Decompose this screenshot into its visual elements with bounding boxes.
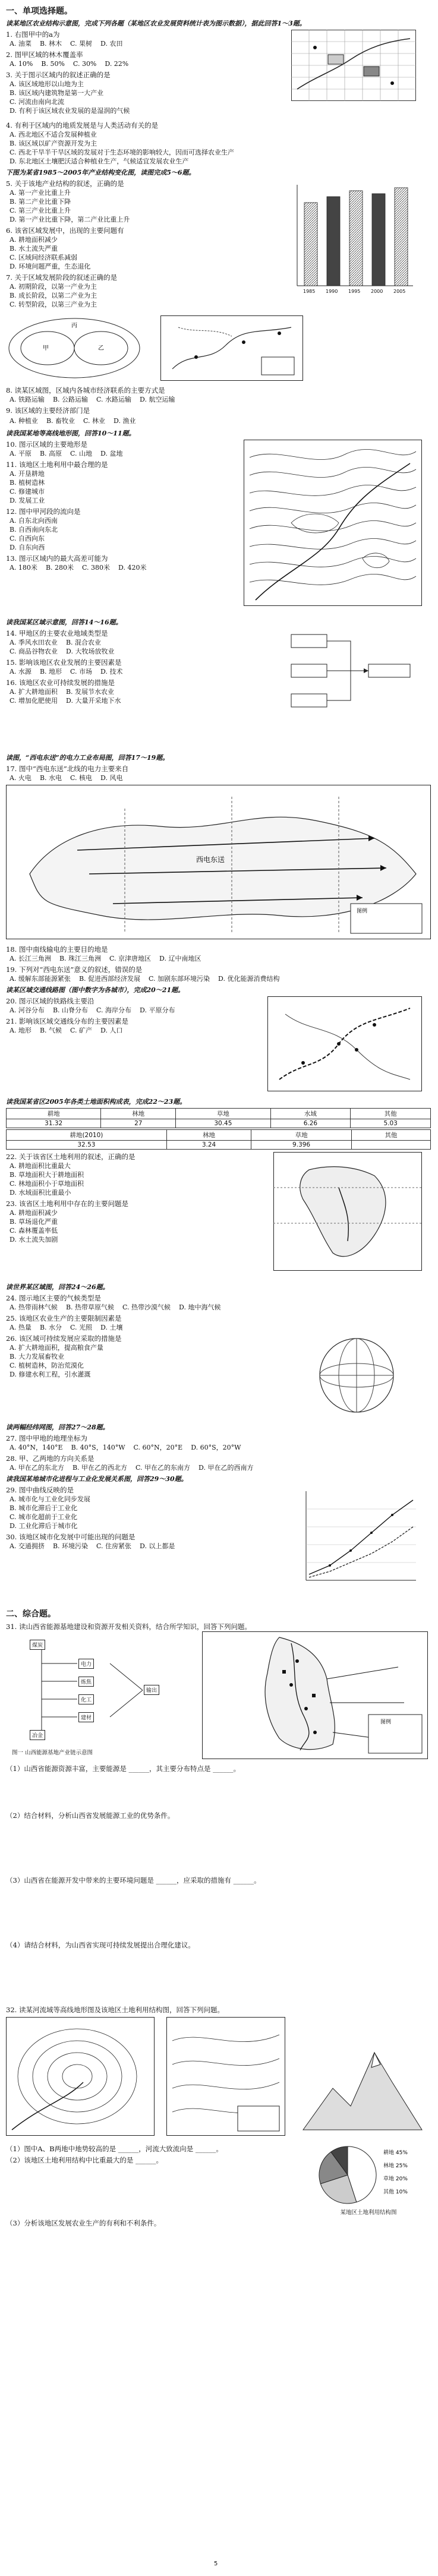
table-cell: 5.03 [351, 1119, 431, 1128]
block-q22-23 [6, 1152, 432, 1283]
q20-opt-d: D. 平原分布 [140, 1006, 175, 1014]
q21-opt-b: B. 气候 [39, 1027, 62, 1034]
q10-opt-b: B. 高原 [39, 450, 62, 457]
q31-flow-caption: 图一 山西能源基地产业链示意图 [12, 1750, 93, 1756]
table-cell [351, 1141, 430, 1150]
q2-opt-d: D. 22% [105, 60, 129, 68]
q16-opt-b: B. 发展节水农业 [65, 688, 115, 696]
q7-opt-b: B. 成长阶段，以第二产业为主 [10, 292, 97, 299]
q9-opt-c: C. 林业 [83, 417, 106, 425]
q24-opt-b: B. 热带草原气候 [65, 1303, 115, 1311]
rail-map-figure [267, 996, 422, 1091]
flow-box-chem: 化工 [78, 1694, 94, 1704]
q12-opt-b: B. 自西南向东北 [10, 526, 58, 533]
globe-figure [297, 1334, 416, 1417]
block-china-map [6, 782, 432, 943]
flow-box-power: 电力 [78, 1659, 94, 1669]
q6-opt-c: C. 区域间经济联系减弱 [10, 254, 78, 261]
bar-chart-figure [285, 179, 416, 298]
table-row [7, 1130, 431, 1141]
q25-stem: 25. 该地区农业生产的主要限制因素是 [6, 1314, 122, 1322]
q26-opt-a: A. 扩大耕地面积，提高粮食产量 [10, 1344, 103, 1352]
q25-opt-b: B. 水分 [39, 1324, 62, 1331]
intro-20-21: 读某区域交通线路图（图中数字为各城市），完成20～21题。 [6, 986, 185, 994]
q15-opt-d: D. 技术 [100, 668, 123, 675]
table-cell: 27 [101, 1119, 176, 1128]
q32-intro: 32. 读某河流域等高线地形图及该地区土地利用结构图，回答下列问题。 [6, 2006, 224, 2014]
q4-opt-d: D. 东北地区土壤肥沃适合种植业生产，气候适宜发展农业生产 [10, 157, 189, 165]
intro-24-26: 读世界某区域图，回答24～26题。 [6, 1283, 109, 1291]
q26-opt-c: C. 植树造林，防治荒漠化 [10, 1362, 84, 1369]
q31-2: （2）结合材料，分析山西省发展能源工业的优势条件。 [6, 1811, 175, 1820]
q17-opt-a: A. 火电 [10, 774, 31, 782]
intro-14-16: 读我国某区域示意图，回答14～16题。 [6, 618, 122, 626]
q10-opt-a: A. 平原 [10, 450, 31, 457]
block-q8-9 [6, 315, 432, 416]
pie-label: 耕地 45% [383, 2150, 408, 2156]
q16-opt-c: C. 增加化肥使用 [10, 697, 58, 705]
shanxi-map-legend: 图例 [380, 1719, 392, 1725]
q31-intro: 31. 读山西省能源基地建设和资源开发相关资料，结合所学知识，回答下列问题。 [6, 1622, 251, 1631]
q20-opt-a: A. 河谷分布 [10, 1006, 45, 1014]
q15-opt-c: C. 市场 [70, 668, 93, 675]
q29-stem: 29. 图中曲线反映的是 [6, 1486, 74, 1494]
q18-stem: 18. 图中南线输电的主要目的地是 [6, 945, 108, 954]
q31-1: （1）山西省能源资源丰富，主要能源是 ______，其主要分布特点是 ______。 [6, 1764, 241, 1773]
q1-stem: 1. 右图甲中的a为 [6, 30, 60, 39]
pie-caption: 某地区土地利用结构图 [340, 2209, 397, 2216]
q1-opt-b: B. 林木 [39, 40, 62, 48]
q3-opt-b: B. 该区域内建筑物是第一大产业 [10, 89, 104, 97]
q29-opt-d: D. 工业化滞后于城市化 [10, 1522, 78, 1530]
q27-opt-c: C. 60°N，20°E [133, 1444, 183, 1451]
q32-3: （3）分析该地区发展农业生产的有利和不利条件。 [6, 2219, 161, 2227]
q10-opt-c: C. 山地 [70, 450, 93, 457]
q7-stem: 7. 关于区域发展阶段的叙述正确的是 [6, 273, 118, 282]
intro-29-30: 读我国某地城市化进程与工业化发展关系图，回答29～30题。 [6, 1475, 188, 1483]
table-header: 其他 [351, 1109, 431, 1119]
q9-opt-b: B. 畜牧业 [46, 417, 75, 425]
grid-map-figure [291, 30, 416, 101]
q17-opt-c: C. 核电 [70, 774, 93, 782]
q25-opt-d: D. 土壤 [100, 1324, 123, 1331]
q10-opt-d: D. 盆地 [100, 450, 123, 457]
q13-opt-b: B. 280米 [45, 564, 74, 572]
q32-mountain-figure [297, 2017, 428, 2136]
q15-stem: 15. 影响该地区农业发展的主要因素是 [6, 658, 122, 667]
q23-opt-d: D. 水土流失加剧 [10, 1236, 58, 1243]
q22-opt-a: A. 耕地面积比重最大 [10, 1162, 71, 1170]
q23-opt-b: B. 草场退化严重 [10, 1218, 58, 1226]
q28-opt-a: A. 甲在乙的东北方 [10, 1464, 64, 1472]
q7-opt-a: A. 初期阶段，以第一产业为主 [10, 283, 97, 291]
q21-opt-a: A. 地形 [10, 1027, 31, 1034]
q32-2: （2）该地区土地利用结构中比重最大的是 ______。 [6, 2156, 163, 2164]
q31-3-answer[interactable] [6, 1885, 432, 1939]
intro-17-19: 读图，“西电东送”的电力工业布局图，回答17～19题。 [6, 754, 169, 762]
q6-opt-d: D. 环境问题严重，生态退化 [10, 263, 91, 270]
q19-stem: 19. 下列对“西电东送”意义的叙述，错误的是 [6, 965, 143, 974]
q5-opt-c: C. 第三产业比重上升 [10, 207, 71, 214]
land-table [6, 1108, 431, 1128]
q17-opt-d: D. 风电 [100, 774, 123, 782]
q9-stem: 9. 该区域的主要经济部门是 [6, 406, 90, 415]
q16-stem: 16. 该地区农业可持续发展的措施是 [6, 678, 115, 687]
q2-opt-a: A. 10% [10, 60, 33, 68]
table-header: 耕地 [7, 1109, 101, 1119]
q11-opt-d: D. 发展工业 [10, 497, 45, 504]
q14-opt-d: D. 大牧场放牧业 [66, 648, 115, 655]
land-table-2 [6, 1129, 431, 1150]
q6-opt-a: A. 耕地面积减少 [10, 236, 58, 244]
q12-opt-d: D. 自东向西 [10, 544, 45, 551]
bar-year-4: 2000 [371, 289, 383, 294]
q6-opt-b: B. 水土流失严重 [10, 245, 58, 252]
block-q31-figs [6, 1631, 432, 1762]
flow-box-building: 建材 [78, 1712, 94, 1722]
table-header: 其他 [351, 1130, 430, 1141]
section1-title: 一、单项选择题。 [6, 7, 73, 16]
block-q5-6 [6, 179, 432, 315]
q8-stem: 8. 读某区域图，区域内各城市经济联系的主要方式是 [6, 386, 165, 394]
bar-year-1: 1985 [303, 289, 316, 294]
table-cell: 9.396 [251, 1141, 352, 1150]
pie-label: 其他 10% [383, 2189, 408, 2195]
q14-opt-b: B. 混合农业 [65, 639, 102, 646]
q30-opt-b: B. 环境污染 [52, 1542, 89, 1550]
q28-opt-c: C. 甲在乙的东南方 [136, 1464, 191, 1472]
q21-opt-c: C. 矿产 [70, 1027, 93, 1034]
q3-opt-c: C. 河流由南向北流 [10, 98, 65, 106]
flow-box-coal: 煤炭 [30, 1640, 45, 1650]
q24-opt-d: D. 地中海气候 [179, 1303, 221, 1311]
q8-opt-d: D. 航空运输 [140, 396, 175, 403]
table-header: 林地 [166, 1130, 251, 1141]
q27-opt-b: B. 40°S，140°W [71, 1444, 125, 1451]
line-graph-figure [291, 1485, 422, 1592]
venn-figure [6, 315, 143, 381]
q5-opt-a: A. 第一产业比重上升 [10, 189, 71, 197]
venn-label-b: 乙 [98, 345, 104, 352]
region-map-figure [160, 315, 303, 381]
intro-27-28: 读两幅经纬网图，回答27～28题。 [6, 1423, 109, 1431]
q22-opt-d: D. 水域面积比重最小 [10, 1189, 71, 1197]
table-cell: 32.53 [7, 1141, 167, 1150]
q4-opt-a: A. 西北地区不适合发展种植业 [10, 131, 97, 138]
table-header: 林地 [101, 1109, 176, 1119]
q13-opt-d: D. 420米 [118, 564, 147, 572]
table-header: 耕地(2010) [7, 1130, 167, 1141]
q19-opt-a: A. 缓解东部能源紧张 [10, 975, 71, 983]
q17-stem: 17. 图中“西电东送”北线的电力主要来自 [6, 765, 129, 773]
block-q29-30 [6, 1485, 432, 1604]
q3-opt-d: D. 有利于该区域农业发展的是湿润的气候 [10, 107, 130, 115]
q19-opt-b: B. 促进西部经济发展 [78, 975, 141, 983]
q11-opt-b: B. 植树造林 [10, 479, 45, 487]
q8-opt-c: C. 水路运输 [96, 396, 132, 403]
q26-opt-b: B. 大力发展畜牧业 [10, 1353, 65, 1360]
block-q14-16 [6, 629, 432, 753]
shanxi-map-figure [202, 1631, 428, 1759]
q30-stem: 30. 该地区城市化发展中可能出现的问题是 [6, 1533, 136, 1541]
q27-opt-a: A. 40°N，140°E [10, 1444, 63, 1451]
q11-stem: 11. 该地区土地利用中最合理的是 [6, 460, 108, 469]
q8-opt-a: A. 铁路运输 [10, 396, 45, 403]
q1-opt-c: C. 果树 [70, 40, 93, 48]
q28-stem: 28. 甲、乙两地的方向关系是 [6, 1454, 94, 1463]
q21-stem: 21. 影响该区域交通线分布的主要因素是 [6, 1017, 128, 1025]
q10-stem: 10. 图示区域的主要地形是 [6, 440, 87, 449]
q13-opt-a: A. 180米 [10, 564, 37, 572]
q12-stem: 12. 图中甲河段的流向是 [6, 507, 81, 516]
q32-contour-figure [6, 2017, 155, 2136]
table-cell: 30.45 [176, 1119, 270, 1128]
pie-chart [315, 2142, 422, 2208]
table-cell: 3.24 [166, 1141, 251, 1150]
q23-opt-c: C. 森林覆盖率低 [10, 1227, 58, 1235]
intro-1-3: 读某地区农业结构示意图，完成下列各题（某地区农业发展资料统计表为图示数据），据此回答1～3题。 [6, 20, 306, 27]
q4-opt-c: C. 西北干旱半干旱区域的发展对于生态环境的影响较大，因而可选择农业生产 [10, 149, 235, 156]
intro-22-23: 读我国某省区2005年各类土地面积构成表，完成22～23题。 [6, 1098, 187, 1106]
q2-opt-b: B. 50% [41, 60, 65, 68]
q3-stem: 3. 关于图示区域内的叙述正确的是 [6, 71, 111, 79]
q2-opt-c: C. 30% [73, 60, 97, 68]
table-header: 草地 [251, 1130, 352, 1141]
table-header: 水域 [270, 1109, 351, 1119]
q4-stem: 4. 有利于区域内的地质发展是与人类活动有关的是 [6, 121, 159, 130]
q25-opt-a: A. 热量 [10, 1324, 31, 1331]
intro-5-6: 下图为某省1985～2005年产业结构变化图，读图完成5～6题。 [6, 169, 196, 176]
pie-label: 草地 20% [383, 2176, 408, 2182]
q24-stem: 24. 图示地区主要的气候类型是 [6, 1294, 101, 1302]
pie-label: 林地 25% [383, 2163, 408, 2169]
q31-flow-figure [6, 1634, 184, 1759]
q18-opt-a: A. 长江三角洲 [10, 955, 51, 962]
q2-stem: 2. 图甲区域的林木覆盖率 [6, 50, 83, 59]
q29-opt-a: A. 城市化与工业化同步发展 [10, 1495, 90, 1503]
q9-opt-a: A. 种植业 [10, 417, 38, 425]
q15-opt-a: A. 水源 [10, 668, 31, 675]
q22-stem: 22. 关于该省区土地利用的叙述，正确的是 [6, 1153, 136, 1161]
q30-opt-c: C. 住房紧张 [96, 1542, 132, 1550]
block-q10-13 [6, 440, 432, 618]
block-q32 [6, 2015, 432, 2217]
q31-1-answer[interactable] [6, 1773, 432, 1809]
table-row [7, 1109, 431, 1119]
q14-stem: 14. 甲地区的主要农业地域类型是 [6, 629, 108, 637]
section2-title: 二、综合题。 [6, 1609, 56, 1619]
q7-opt-c: C. 转型阶段，以第三产业为主 [10, 301, 97, 308]
q23-stem: 23. 该省区土地利用中存在的主要问题是 [6, 1199, 128, 1208]
q30-opt-a: A. 交通拥挤 [10, 1542, 45, 1550]
q13-opt-c: C. 380米 [82, 564, 111, 572]
q29-opt-c: C. 城市化超前于工业化 [10, 1513, 78, 1521]
q1-opt-d: D. 农田 [100, 40, 123, 48]
contour-map-figure [244, 440, 422, 606]
q3-opt-a: A. 该区域地形以山地为主 [10, 80, 84, 88]
q18-opt-b: B. 珠江三角洲 [59, 955, 102, 962]
flow-box-metal: 冶金 [30, 1730, 45, 1740]
block-q1-3 [6, 30, 432, 119]
q24-opt-a: A. 热带雨林气候 [10, 1303, 58, 1311]
bar-year-5: 2005 [393, 289, 406, 294]
q28-opt-b: B. 甲在乙的西北方 [72, 1464, 128, 1472]
q1-opt-a: A. 油菜 [10, 40, 31, 48]
q21-opt-d: D. 人口 [100, 1027, 123, 1034]
table-cell: 31.32 [7, 1119, 101, 1128]
block-q26 [6, 1334, 432, 1423]
q28-opt-d: D. 甲在乙的西南方 [198, 1464, 254, 1472]
flow-boxes-figure [285, 629, 416, 718]
page-number: 5 [214, 2561, 218, 2567]
q16-opt-d: D. 大量开采地下水 [66, 697, 121, 705]
q18-opt-d: D. 辽中南地区 [159, 955, 201, 962]
africa-map-figure [273, 1152, 422, 1271]
q16-opt-a: A. 扩大耕地面积 [10, 688, 58, 696]
q31-2-answer[interactable] [6, 1820, 432, 1874]
block-q20-21 [6, 996, 432, 1097]
q29-opt-b: B. 城市化滞后于工业化 [10, 1504, 78, 1512]
q27-stem: 27. 图中甲地的地理坐标为 [6, 1434, 87, 1442]
q19-opt-d: D. 优化能源消费结构 [218, 975, 280, 983]
table-row [7, 1119, 431, 1128]
flow-box-export: 输出 [144, 1685, 159, 1695]
q5-opt-b: B. 第二产业比重下降 [10, 198, 71, 206]
q6-stem: 6. 该省区域发展中，出现的主要问题有 [6, 226, 124, 235]
q26-stem: 26. 该区域可持续发展应采取的措施是 [6, 1334, 122, 1343]
q32-terrain-figure [166, 2017, 285, 2136]
bar-year-2: 1990 [326, 289, 338, 294]
q5-stem: 5. 关于该地产业结构的叙述，正确的是 [6, 179, 124, 188]
q5-opt-d: D. 第一产业比重下降，第二产业比重上升 [10, 216, 130, 223]
q27-opt-d: D. 60°S，20°W [191, 1444, 241, 1451]
q26-opt-d: D. 修建水利工程，引水灌溉 [10, 1371, 91, 1378]
table-cell: 6.26 [270, 1119, 351, 1128]
q9-opt-d: D. 渔业 [114, 417, 136, 425]
q14-opt-c: C. 商品谷物农业 [10, 648, 58, 655]
q31-4-answer[interactable] [6, 1950, 432, 2003]
q15-opt-b: B. 地形 [39, 668, 62, 675]
pie-chart-figure [315, 2142, 422, 2216]
q20-opt-b: B. 山脊分布 [52, 1006, 89, 1014]
venn-label-a: 甲 [43, 345, 49, 352]
flow-box-coking: 炼焦 [78, 1677, 94, 1687]
q11-opt-a: A. 开垦耕地 [10, 470, 45, 478]
table-header: 草地 [176, 1109, 270, 1119]
q4-opt-b: B. 该区域以矿产资源开发为主 [10, 140, 97, 147]
q32-1: （1）图中A、B两地中地势较高的是 ______，河流大致流向是 ______。 [6, 2145, 223, 2153]
bar-year-3: 1995 [348, 289, 361, 294]
q30-opt-d: D. 以上都是 [140, 1542, 175, 1550]
q13-stem: 13. 图示区域内的最大高差可能为 [6, 554, 108, 563]
q12-opt-c: C. 自西向东 [10, 535, 45, 542]
china-map-label: 西电东送 [196, 855, 225, 864]
q12-opt-a: A. 自东北向西南 [10, 517, 58, 525]
intro-10-11: 读我国某地等高线地形图，回答10～11题。 [6, 430, 136, 437]
q22-opt-c: C. 林地面积小于草地面积 [10, 1180, 84, 1188]
table-row [7, 1141, 431, 1150]
q11-opt-c: C. 修建城市 [10, 488, 45, 495]
q14-opt-a: A. 季风水田农业 [10, 639, 58, 646]
q19-opt-c: C. 加剧东部环境污染 [149, 975, 210, 983]
q32-3-answer[interactable] [6, 2228, 432, 2281]
q17-opt-b: B. 水电 [39, 774, 62, 782]
q31-4: （4）请结合材料，为山西省实现可持续发展提出合理化建议。 [6, 1941, 195, 1949]
q31-3: （3）山西省在能源开发中带来的主要环境问题是 ______，应采取的措施有 ______。 [6, 1876, 261, 1884]
china-power-map-figure [6, 785, 431, 939]
q25-opt-c: C. 光照 [70, 1324, 93, 1331]
q18-opt-c: C. 京津唐地区 [109, 955, 152, 962]
q20-stem: 20. 图示区域的铁路线主要沿 [6, 997, 94, 1005]
china-map-legend: 图例 [357, 908, 368, 914]
q23-opt-a: A. 耕地面积减少 [10, 1209, 58, 1217]
venn-label-c: 丙 [71, 323, 77, 329]
q24-opt-c: C. 热带沙漠气候 [122, 1303, 171, 1311]
q22-opt-b: B. 草地面积大于耕地面积 [10, 1171, 84, 1179]
q20-opt-c: C. 海岸分布 [96, 1006, 132, 1014]
q8-opt-b: B. 公路运输 [52, 396, 89, 403]
